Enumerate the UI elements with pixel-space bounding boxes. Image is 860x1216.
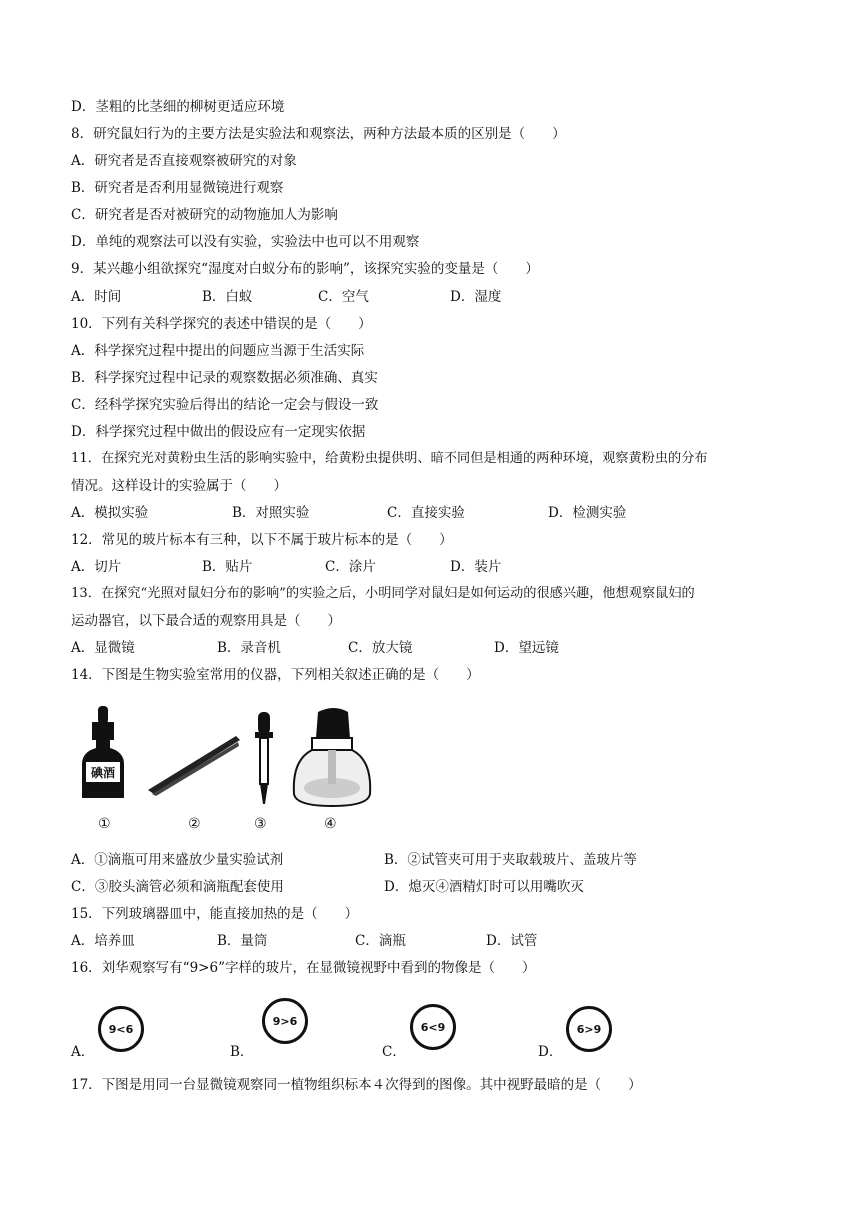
q8-option-b: B．研究者是否利用显微镜进行观察	[71, 180, 284, 196]
q17-stem: 17．下图是用同一台显微镜观察同一植物组织标本４次得到的图像。其中视野最暗的是（ ）	[71, 1077, 642, 1093]
q8-option-a: A．研究者是否直接观察被研究的对象	[71, 153, 297, 169]
q9-stem: 9．某兴趣小组欲探究“湿度对白蚁分布的影响”，该探究实验的变量是（ ）	[71, 261, 539, 277]
q11-option-c: C．直接实验	[387, 505, 465, 521]
q11-option-b: B．对照实验	[232, 505, 310, 521]
tweezers-icon	[148, 736, 240, 796]
q12-stem: 12．常见的玻片标本有三种，以下不属于玻片标本的是（ ）	[71, 532, 453, 548]
dropper-pipette-icon	[255, 712, 273, 804]
q12-option-b: B．贴片	[202, 559, 253, 575]
q13-stem-line2: 运动器官，以下最合适的观察用具是（ ）	[71, 613, 341, 629]
q12-option-c: C．涂片	[325, 559, 376, 575]
q9-option-d: D．湿度	[450, 289, 502, 305]
q13-option-c: C．放大镜	[348, 640, 413, 656]
q10-option-c: C．经科学探究实验后得出的结论一定会与假设一致	[71, 397, 379, 413]
q16-option-d: D．	[538, 1044, 563, 1060]
svg-text:碘酒: 碘酒	[90, 766, 116, 780]
q14-option-b: B．②试管夹可用于夹取载玻片、盖玻片等	[384, 852, 637, 868]
q11-stem-line2: 情况。这样设计的实验属于（ ）	[71, 478, 287, 494]
q13-option-d: D．望远镜	[494, 640, 559, 656]
q8-stem: 8．研究鼠妇行为的主要方法是实验法和观察法，两种方法最本质的区别是（ ）	[71, 126, 566, 142]
q16-image-d: 6>9	[566, 1006, 612, 1052]
q11-option-d: D．检测实验	[548, 505, 627, 521]
q13-option-a: A．显微镜	[71, 640, 135, 656]
q7-option-d: D．茎粗的比茎细的柳树更适应环境	[71, 99, 285, 115]
q16-option-b: B．	[230, 1044, 254, 1060]
q12-option-a: A．切片	[71, 559, 122, 575]
q14-stem: 14．下图是生物实验室常用的仪器，下列相关叙述正确的是（ ）	[71, 667, 480, 683]
q15-stem: 15．下列玻璃器皿中，能直接加热的是（ ）	[71, 906, 359, 922]
q12-option-d: D．装片	[450, 559, 502, 575]
q11-stem-line1: 11．在探究光对黄粉虫生活的影响实验中，给黄粉虫提供明、暗不同但是相通的两种环境，观察黄粉虫的分布	[71, 451, 708, 466]
figure-label-1: ①	[98, 816, 111, 832]
figure-label-4: ④	[324, 816, 337, 832]
q16-option-a: A．	[71, 1044, 95, 1060]
q15-option-b: B．量筒	[217, 933, 268, 949]
q16-option-c: C．	[382, 1044, 406, 1060]
q9-option-c: C．空气	[318, 289, 369, 305]
q14-option-d: D．熄灭④酒精灯时可以用嘴吹灭	[384, 879, 584, 895]
q16-stem: 16．刘华观察写有“9>6”字样的玻片，在显微镜视野中看到的物像是（ ）	[71, 960, 536, 976]
q10-option-a: A．科学探究过程中提出的问题应当源于生活实际	[71, 343, 365, 359]
q9-option-b: B．白蚁	[202, 289, 253, 305]
q16-image-b: 9>6	[262, 998, 308, 1044]
q16-image-a: 9<6	[98, 1006, 144, 1052]
q9-option-a: A．时间	[71, 289, 122, 305]
q8-option-d: D．单纯的观察法可以没有实验，实验法中也可以不用观察	[71, 234, 420, 250]
q14-option-c: C．③胶头滴管必须和滴瓶配套使用	[71, 879, 284, 895]
q13-stem-line1: 13．在探究“光照对鼠妇分布的影响”的实验之后，小明同学对鼠妇是如何运动的很感兴趣，他想观察鼠妇的	[71, 586, 695, 601]
alcohol-lamp-icon	[294, 708, 370, 806]
q10-stem: 10．下列有关科学探究的表述中错误的是（ ）	[71, 316, 372, 332]
q15-option-c: C．滴瓶	[355, 933, 406, 949]
figure-label-3: ③	[254, 816, 267, 832]
q10-option-b: B．科学探究过程中记录的观察数据必须准确、真实	[71, 370, 378, 386]
q16-image-c: 6<9	[410, 1004, 456, 1050]
q11-option-a: A．模拟实验	[71, 505, 149, 521]
lab-instruments-figure	[72, 698, 372, 840]
q8-option-c: C．研究者是否对被研究的动物施加人为影响	[71, 207, 338, 223]
q15-option-a: A．培养皿	[71, 933, 135, 949]
q13-option-b: B．录音机	[217, 640, 281, 656]
dropper-bottle-icon	[82, 706, 124, 798]
figure-label-2: ②	[188, 816, 201, 832]
q10-option-d: D．科学探究过程中做出的假设应有一定现实依据	[71, 424, 366, 440]
q15-option-d: D．试管	[486, 933, 538, 949]
q14-option-a: A．①滴瓶可用来盛放少量实验试剂	[71, 852, 284, 868]
